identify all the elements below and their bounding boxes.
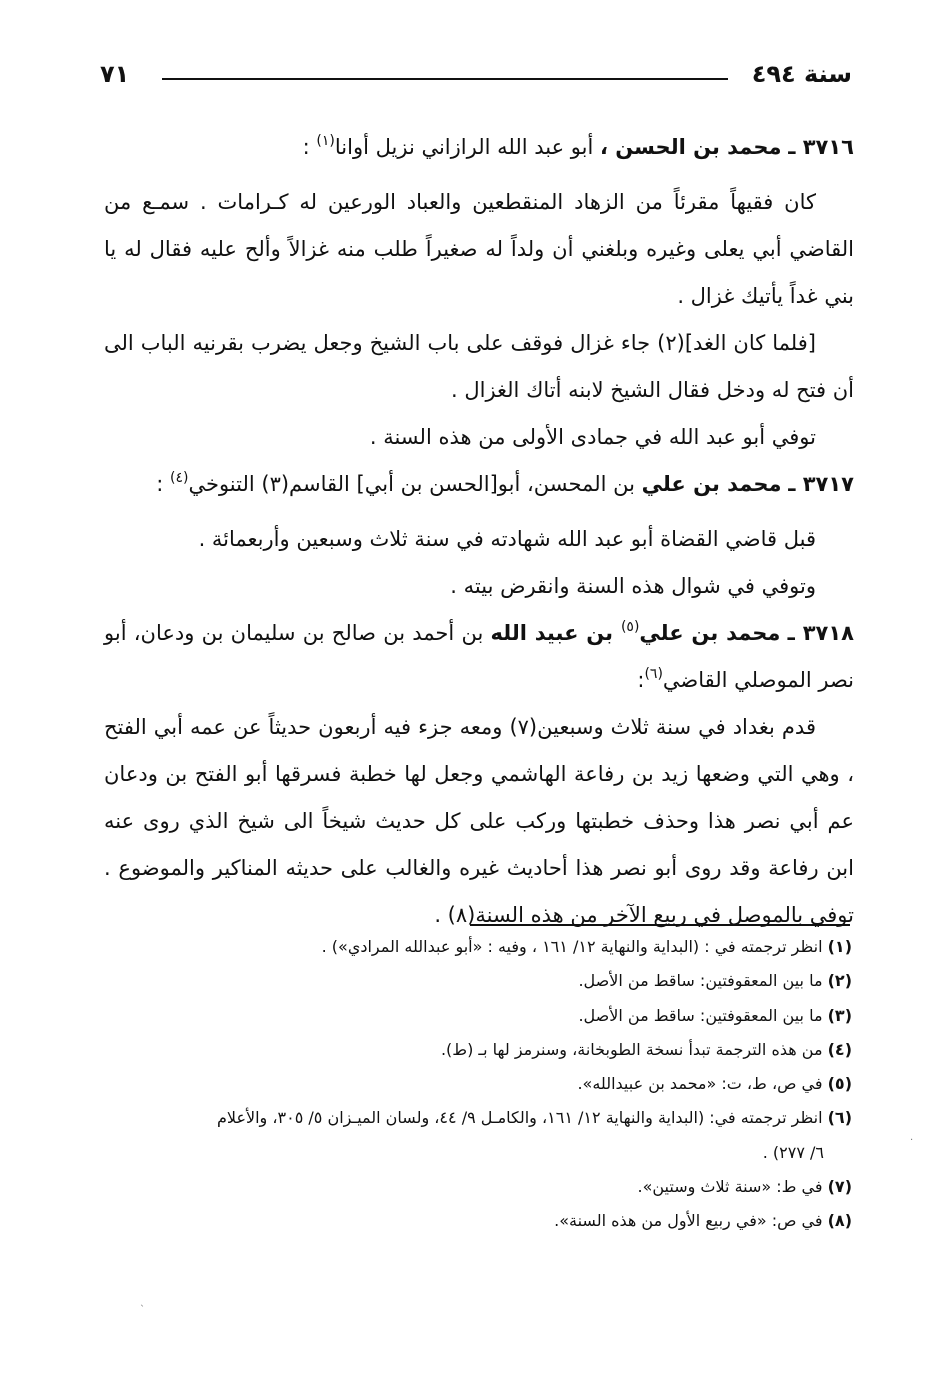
footnote-ref: (٥) <box>620 619 640 635</box>
entry-colon: : <box>637 668 645 692</box>
entry-number: ٣٧١٧ ـ <box>788 472 854 496</box>
footnote-number: (٦) <box>827 1108 852 1128</box>
footnotes <box>104 930 852 1239</box>
footnote-text: من هذه الترجمة تبدأ نسخة الطوبخانة، وسنرمز لها بـ (ط). <box>440 1039 828 1059</box>
entry-name-continued: بن عبيد الله <box>490 621 621 645</box>
footnote-number: (٨) <box>827 1211 852 1231</box>
entry-paragraph: توفي أبو عبد الله في جمادى الأولى من هذه السنة . <box>369 425 816 449</box>
entry-paragraph: قدم بغداد في سنة ثلاث وسبعين(٧) ومعه جزء فيه أربعون حديثاً عن عمه أبي الفتح ، وهي التي وضعها زيد بن رفاعة الهاشمي وجعل لها خطبة فسرقها أبو الفتح بن ودعان عم أبي نصر هذا وحذف خطبتها وركب على كل حديث شيخاً الى شيخ الذي روى عنه ابن رفاعة وقد روى أبو نصر هذا أحاديث غيره والغالب على حديثه المناكير والموضوع . توفي بالموصل في ربيع الآخر من هذه السنة(٨) . <box>104 715 854 927</box>
entry-heading <box>104 461 854 508</box>
footnote-ref: (١) <box>316 133 335 149</box>
entry-colon: : <box>156 472 170 496</box>
footnote-number: (٢) <box>827 971 852 991</box>
footnote-number: (٣) <box>827 1005 852 1025</box>
footnote-ref: (٤) <box>169 470 189 486</box>
page-number: ٧١ <box>100 60 130 88</box>
footnote-number: (٧) <box>827 1177 852 1197</box>
entry-colon: : <box>302 135 317 159</box>
footnote-number: (٤) <box>827 1039 852 1059</box>
footnote <box>104 1204 852 1238</box>
entry-details: بن المحسن، أبو[الحسن بن أبي] القاسم(٣) التنوخي <box>188 472 642 496</box>
entry-details: بن أحمد بن صالح بن سليمان بن ودعان، أبو نصر الموصلي القاضي <box>104 621 854 692</box>
entry-details: أبو عبد الله الرازاني نزيل أوانا <box>334 135 600 159</box>
running-head-year: سنة ٤٩٤ <box>751 60 852 88</box>
footnote-text: ما بين المعقوفتين: ساقط من الأصل. <box>578 1005 828 1025</box>
page-header <box>100 58 852 98</box>
footnote-text: في ط: «سنة ثلاث وستين». <box>637 1177 828 1197</box>
footnote-continuation: ٦/ ٢٧٧) . <box>762 1142 824 1162</box>
footnote-separator <box>470 924 850 926</box>
entry-paragraph: وتوفي في شوال هذه السنة وانقرض بيته . <box>450 574 816 598</box>
footnote-ref: (٦) <box>644 666 663 682</box>
entry-heading <box>104 124 854 171</box>
footnote-text: انظر ترجمته في : (البداية والنهاية ١٢/ ١٦١ ، وفيه : «أبو عبدالله المرادي») . <box>321 937 828 956</box>
footnote-text: في ص، ط، ت: «محمد بن عبيدالله». <box>577 1074 828 1094</box>
entry-paragraph: كان فقيهاً مقرئاً من الزهاد المنقطعين والعباد الورعين له كـرامات . سمـع من القاضي أبي يعلى وغيره وبلغني أن ولداً له صغيراً طلب منه غزالاً وألح عليه فقال له يا بني غداً يأتيك غزال . <box>104 190 854 308</box>
scan-speck: · <box>910 1135 914 1146</box>
main-text <box>104 118 854 939</box>
footnote-text: ما بين المعقوفتين: ساقط من الأصل. <box>578 971 828 991</box>
entry-paragraph: قبل قاضي القضاة أبو عبد الله شهادته في سنة ثلاث وسبعين وأربعمائة . <box>198 527 816 551</box>
entry-name: محمد بن علي <box>641 472 782 496</box>
footnote <box>104 964 852 998</box>
footnote <box>104 1101 852 1135</box>
scan-speck: ˎ <box>140 1296 145 1307</box>
footnote-text: انظر ترجمته في: (البداية والنهاية ١٢/ ١٦١، والكامـل ٩/ ٤٤، ولسان الميـزان ٥/ ٣٠٥، والأعلام <box>216 1108 828 1128</box>
footnote <box>104 1170 852 1204</box>
entry-number: ٣٧١٦ ـ <box>788 135 854 159</box>
footnote <box>104 930 852 964</box>
entry-name: محمد بن الحسن ، <box>600 135 782 159</box>
footnote-text: في ص: «في ربيع الأول من هذه السنة». <box>554 1211 828 1231</box>
entry-heading <box>104 610 854 704</box>
entry-paragraph: [فلما كان الغد](٢) جاء غزال فوقف على باب الشيخ وجعل يضرب بقرنيه الباب الى أن فتح له ودخل فقال الشيخ لابنه أتاك الغزال . <box>104 331 854 402</box>
entry-name: محمد بن علي <box>639 621 781 645</box>
footnote <box>104 999 852 1033</box>
header-rule <box>162 78 728 80</box>
footnote <box>104 1033 852 1067</box>
footnote <box>104 1067 852 1101</box>
footnote-number: (١) <box>827 937 852 956</box>
entry-number: ٣٧١٨ ـ <box>787 621 854 645</box>
footnote-number: (٥) <box>827 1074 852 1094</box>
